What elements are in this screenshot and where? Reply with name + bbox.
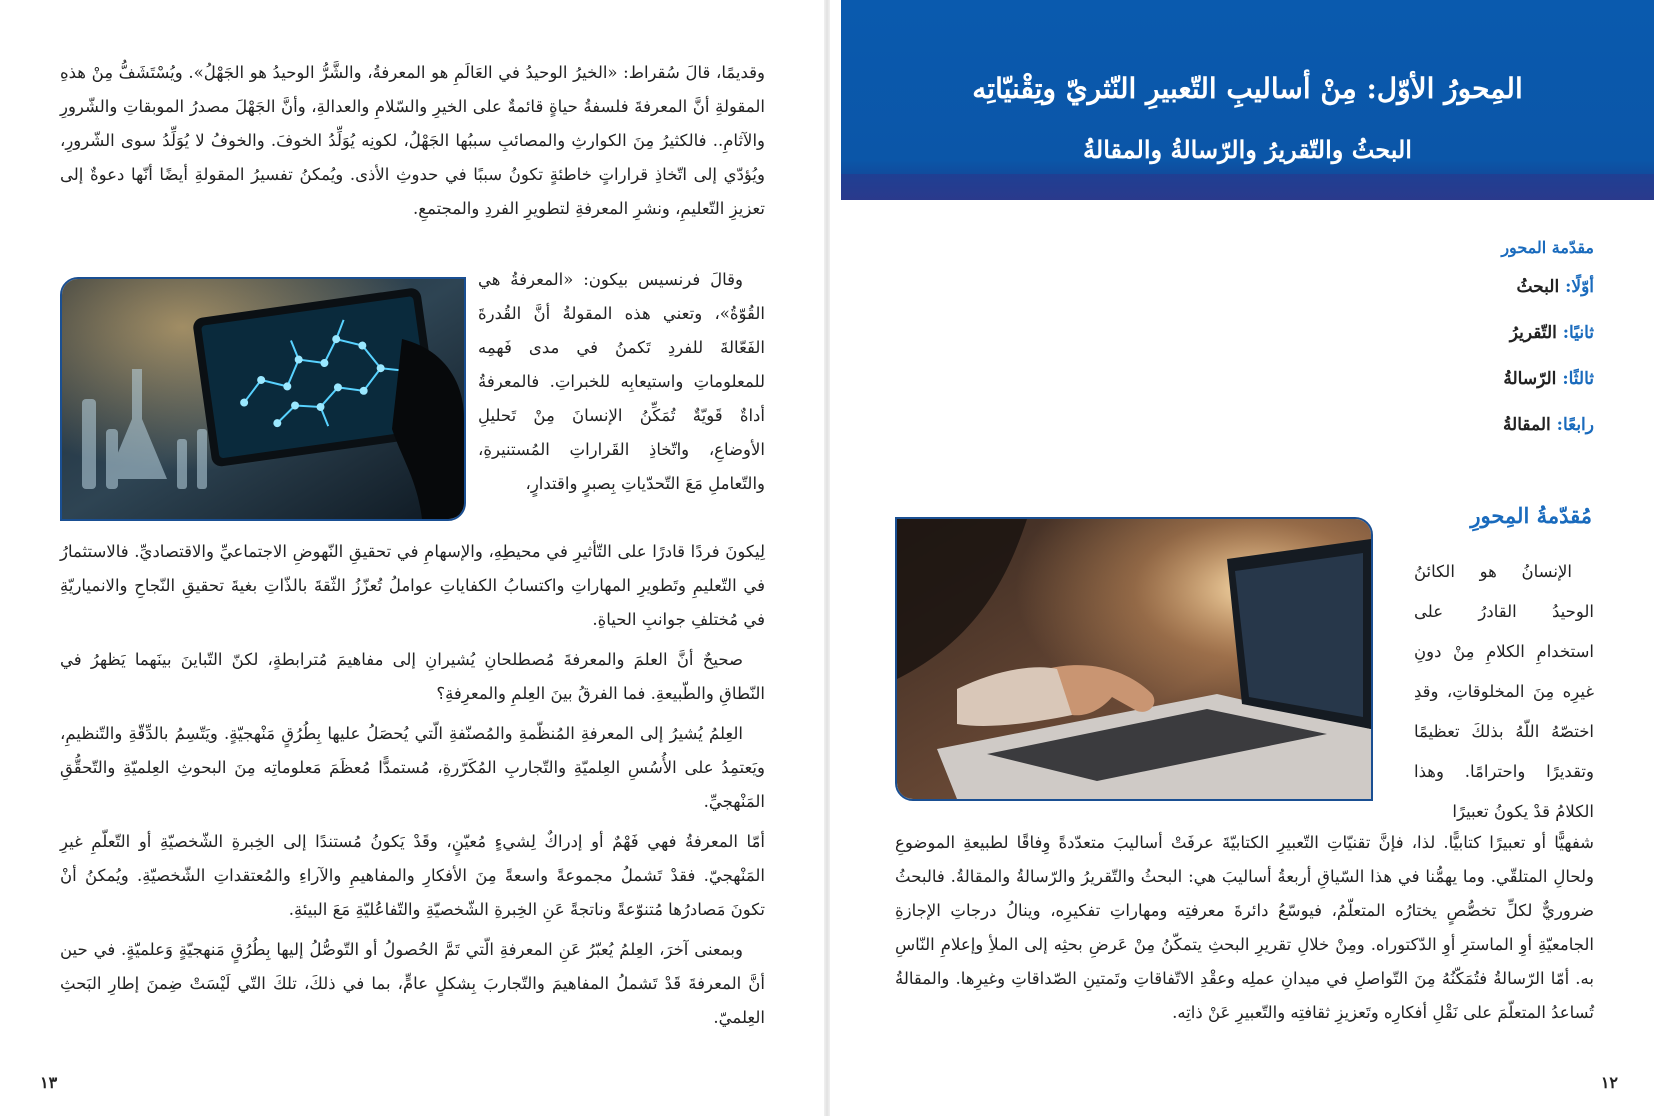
paragraph: لِيكونَ فردًا قادرًا على التّأثيرِ في محيطِهِ، والإسهامِ في تحقيقِ النّهوضِ الاجتماعيِّ والاقتصاديِّ. فالاستثمارُ في التّعليمِ وتَطويرِ المهاراتِ واكتسابُ الكفاياتِ عواملُ تُعزّزُ الثّقةَ بالذّاتِ بغيةَ تحقيقِ النّجاحِ والانمياريّةِ في مُختلفِ جوانبِ الحياةِ. — [60, 542, 765, 629]
contents-item — [1294, 277, 1594, 297]
paragraph: العِلمُ يُشيرُ إلى المعرفةِ المُنظّمةِ والمُصنّفةِ الّتي يُحصَلُ عليها بِطُرُقٍ مَنْهجيّةٍ. ويَتّسِمُ بالدِّقّةِ والتّنظيمِ، ويَعتمِدُ على الأُسُسِ العِلميّةِ والتّجاربِ المُكَرّرةِ، مُستمدًّا مُعظَمَ مَعلوماتِه مِنَ البحوثِ العِلميّةِ والتّحقُّقِ المَنْهجيِّ. — [60, 724, 765, 811]
paragraph-bacon: وقالَ فرنسيس بيكون: «المعرفةُ هي القُوّةُ»، وتعني هذه المقولةُ أنَّ القُدرةَ الفَعّالةَ للفردِ تَكمنُ في مدى فَهمِه للمعلوماتِ واستيعابِه للخبراتِ. فالمعرفةُ أداةٌ قَويّةٌ تُمَكِّنُ الإنسانَ مِنْ تَحليلِ الأوضاعِ، واتّخاذِ القَراراتِ المُستنيرةِ، والتّعاملِ مَعَ التّحدّياتِ بِصبرٍ واقتدارٍ، — [478, 270, 765, 493]
contents-item-label: البحثُ — [1516, 277, 1560, 297]
tablet-molecule-photo — [60, 277, 466, 521]
paragraph-intro: الإنسانُ هو الكائنُ الوحيدُ القادرُ على استخدامِ الكلامِ مِنْ دونِ غيرِه مِنَ المخلوقاتِ، وقدِ اختصّهُ اللّهُ بذلكَ تعظيمًا وتقديرًا واحترامًا. وهذا الكلامُ قدْ يكونُ تعبيرًا — [1414, 562, 1594, 821]
chapter-subtitle: البحثُ والتّقريرُ والرّسالةُ والمقالةُ — [1083, 135, 1412, 164]
chapter-contents — [1294, 238, 1594, 461]
page-number: ١٣ — [40, 1073, 58, 1092]
contents-item-number: أوّلًا: — [1565, 277, 1594, 297]
paragraph: صحيحٌ أنَّ العلمَ والمعرفةَ مُصطلحانِ يُشيرانِ إلى مفاهيمَ مُترابطةٍ، لكنّ التّباينَ بينَهما يَظهرُ في النّطاقِ والطّبيعةِ. فما الفرقُ بينَ العِلمِ والمعرِفةِ؟ — [60, 650, 765, 703]
paragraph: شفهيًّا أو تعبيرًا كتابيًّا. لذا، فإنَّ تقنيّاتِ التّعبيرِ الكتابيّةَ عرفَتْ أساليبَ متعدّدةً وِفاقًا لطبيعةِ الموضوعِ ولحالِ المتلقّي. وما يهمُّنا في هذا السّياقِ أربعةُ أساليبَ هي: البحثُ والتّقريرُ والرّسالةُ والمقالةُ. فالبحثُ ضروريٌّ لكلِّ تخصُّصٍ يختارُه المتعلّمُ، فيوسّعُ دائرةَ معرفتِه ومهاراتِ تفكيرِه، وينالُ درجاتِ الإجازةِ الجامعيّةِ أوِ الماسترِ أوِ الدّكتوراه. ومِنْ خلالِ تقريرِ البحثِ يتمكّنُ مِنْ عَرضِ بحثِه إلى الملأِ وإعلامِ النّاسِ به. أمّا الرّسالةُ فتُمَكّنُهُ مِنَ التّواصلِ في ميدانِ عملِه وعقْدِ الاتّفاقاتِ وتَمتينِ الصّداقاتِ وغيرِها. والمقالةُ تُساعدُ المتعلّمَ على نَقْلِ أفكارِه وتَعزيزِ ثقافتِه والتّعبيرِ عَنْ ذاتِه. — [895, 833, 1594, 1022]
contents-item-label: الرّسالةُ — [1503, 369, 1557, 389]
contents-heading: مقدّمة المحور — [1501, 238, 1594, 257]
paragraph-socrates: وقديمًا، قالَ سُقراط: «الخيرُ الوحيدُ في العَالَمِ هو المعرفةُ، والشَّرُّ الوحيدُ هو الجَهْلُ». ويُسْتَشَفُّ مِنْ هذهِ المقولةِ أنَّ المعرفةَ فلسفةُ حياةٍ قائمةٌ على الخيرِ والسّلامِ والعدالةِ، وأنَّ الجَهْلَ مصدرُ الموبقاتِ والشّرورِ والآثامِ.. فالكثيرُ مِنَ الكوارثِ والمصائبِ سببُها الجَهْلُ، لكونِه يُوَلِّدُ الخوفَ. والخوفُ لا يُوَلِّدُ سوى الشّرورِ، ويُؤدّي إلى اتّخاذِ قراراتٍ خاطئةٍ تكونُ سببًا في حدوثِ الأذى. ويُمكنُ تفسيرُ المقولةِ أيضًا أنّها دعوةٌ إلى تعزيزِ التّعليمِ، ونشرِ المعرفةِ لتطويرِ الفردِ والمجتمعِ. — [60, 63, 766, 218]
right-page-float-text — [1414, 552, 1594, 838]
contents-item — [1294, 323, 1594, 343]
chapter-title: المِحورُ الأوّل: مِنْ أساليبِ التّعبيرِ النّثريّ وتِقْنيّاتِه — [972, 72, 1523, 105]
left-page-bottom-text — [60, 535, 765, 1041]
contents-item-label: المقالةُ — [1502, 415, 1551, 435]
intro-heading: مُقدّمةُ المِحورِ — [1470, 503, 1592, 528]
paragraph: أمّا المعرفةُ فهي فَهْمٌ أو إدراكٌ لِشيءٍ مُعيّنٍ، وقَدْ يَكونُ مُستندًا إلى الخِبرةِ الشّخصيّةِ أو التّعلّمِ غيرِ المَنْهجيّ. فقدْ تَشملُ مجموعةً واسعةً مِنَ الأفكارِ والمفاهيمِ والآراءِ والمُعتقداتِ الشّخصيّةِ. ويُمكنُ أنْ تكونَ مَصادرُها مُتنوّعةً وناتجةً عَنِ الخِبرةِ الشّخصيّةِ والتّفاعُليّةِ مَعَ البيئةِ. — [60, 832, 765, 919]
left-page-top-text — [60, 56, 765, 232]
paragraph: وبمعنى آخرَ، العِلمُ يُعبّرُ عَنِ المعرفةِ الّتي تَمَّ الحُصولُ أو التّوصُّلُ إليها بِطُرُقٍ مَنهجيّةٍ وَعلميّةٍ. في حين أنَّ المعرفةَ قَدْ تَشملُ المفاهيمَ والتّجاربَ بِشكلٍ عامٍّ، بما في ذلكَ، تلكَ التّي لَيْسَتْ ضِمنَ إطارِ البَحثِ العِلميّ. — [60, 940, 765, 1027]
right-page-bottom-text — [895, 826, 1594, 1036]
contents-item-number: ثانيًا: — [1562, 323, 1594, 343]
page-number: ١٢ — [1600, 1073, 1618, 1092]
laptop-typing-photo — [895, 517, 1373, 801]
contents-item — [1294, 369, 1594, 389]
chapter-banner — [841, 0, 1654, 200]
contents-item-label: التّقريرُ — [1509, 323, 1557, 343]
left-page-float-text — [478, 263, 765, 507]
contents-item-number: ثالثًا: — [1562, 369, 1594, 389]
contents-item — [1294, 415, 1594, 435]
banner-strip — [841, 174, 1654, 200]
contents-item-number: رابعًا: — [1556, 415, 1594, 435]
right-page — [827, 0, 1654, 1116]
